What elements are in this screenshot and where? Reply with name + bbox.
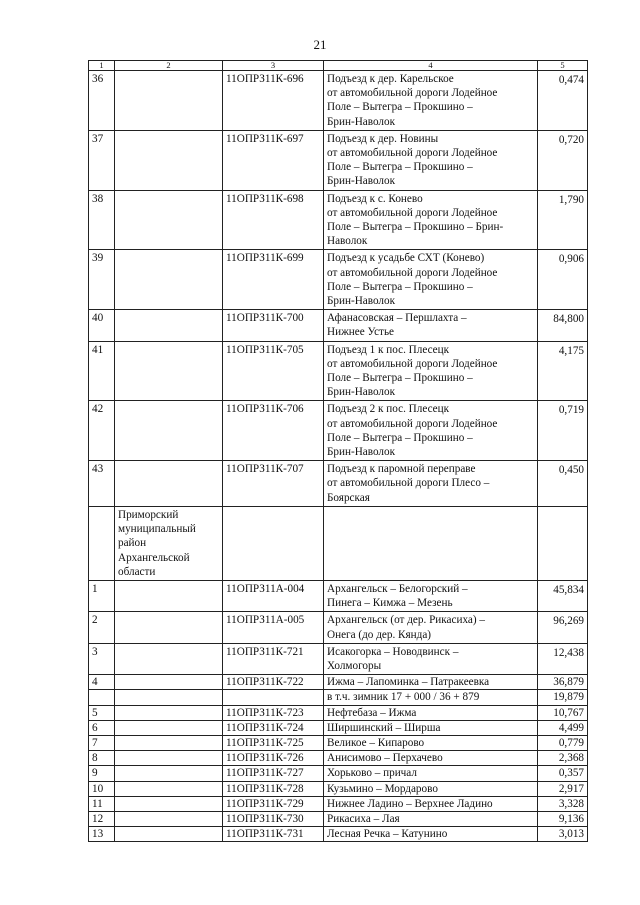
row-road-code: 11ОПРЗ11К-699 xyxy=(223,250,324,310)
row-road-code: 11ОПРЗ11К-730 xyxy=(223,811,324,826)
row-road-name xyxy=(324,506,538,580)
table-row xyxy=(89,690,588,705)
row-length: 0,720 xyxy=(538,130,588,190)
row-number: 43 xyxy=(89,461,115,507)
row-region xyxy=(115,612,223,643)
row-road-code: 11ОПРЗ11К-724 xyxy=(223,720,324,735)
row-road-name: Рикасиха – Лая xyxy=(324,811,538,826)
row-road-name: Архангельск – Белогорский – Пинега – Кимжа – Мезень xyxy=(324,580,538,611)
row-road-name: Подъезд к дер. Новины от автомобильной дороги Лодейное Поле – Вытегра – Прокшино – Брин-Наволок xyxy=(324,130,538,190)
row-road-code: 11ОПРЗ11К-696 xyxy=(223,71,324,131)
row-road-code: 11ОПРЗ11К-706 xyxy=(223,401,324,461)
row-length: 96,269 xyxy=(538,612,588,643)
row-length: 84,800 xyxy=(538,310,588,341)
header-col-1: 1 xyxy=(89,61,115,71)
row-road-name: Подъезд к паромной переправе от автомобильной дороги Плесо – Боярская xyxy=(324,461,538,507)
row-length: 0,779 xyxy=(538,735,588,750)
table-row xyxy=(89,401,588,461)
table-row xyxy=(89,190,588,250)
row-length: 19,879 xyxy=(538,690,588,705)
row-number xyxy=(89,690,115,705)
row-road-name: Кузьмино – Мордарово xyxy=(324,781,538,796)
row-number: 38 xyxy=(89,190,115,250)
row-region xyxy=(115,190,223,250)
row-road-code: 11ОПРЗ11К-698 xyxy=(223,190,324,250)
header-col-4: 4 xyxy=(324,61,538,71)
row-number: 41 xyxy=(89,341,115,401)
row-region xyxy=(115,461,223,507)
row-region xyxy=(115,690,223,705)
row-length: 12,438 xyxy=(538,643,588,674)
table-row xyxy=(89,796,588,811)
row-length: 0,357 xyxy=(538,766,588,781)
table-row xyxy=(89,506,588,580)
row-length: 3,013 xyxy=(538,827,588,842)
row-region xyxy=(115,675,223,690)
row-number: 3 xyxy=(89,643,115,674)
row-number: 9 xyxy=(89,766,115,781)
row-region xyxy=(115,341,223,401)
roads-table xyxy=(88,60,588,842)
row-length: 10,767 xyxy=(538,705,588,720)
row-number xyxy=(89,506,115,580)
row-region xyxy=(115,720,223,735)
header-col-5: 5 xyxy=(538,61,588,71)
table-row xyxy=(89,461,588,507)
row-length: 0,719 xyxy=(538,401,588,461)
row-region xyxy=(115,401,223,461)
row-road-name: Ширшинский – Ширша xyxy=(324,720,538,735)
row-road-name: Хорьково – причал xyxy=(324,766,538,781)
row-road-code: 11ОПРЗ11К-705 xyxy=(223,341,324,401)
table-row xyxy=(89,310,588,341)
table-row xyxy=(89,341,588,401)
row-number: 7 xyxy=(89,735,115,750)
row-length: 0,450 xyxy=(538,461,588,507)
row-region: Приморский муниципальный район Архангельской области xyxy=(115,506,223,580)
header-col-2: 2 xyxy=(115,61,223,71)
row-number: 36 xyxy=(89,71,115,131)
row-length: 2,917 xyxy=(538,781,588,796)
row-length: 3,328 xyxy=(538,796,588,811)
row-road-name: Подъезд к с. Конево от автомобильной дороги Лодейное Поле – Вытегра – Прокшино – Брин- Наволок xyxy=(324,190,538,250)
table-row xyxy=(89,827,588,842)
table-row xyxy=(89,71,588,131)
row-length: 4,499 xyxy=(538,720,588,735)
row-number: 8 xyxy=(89,751,115,766)
row-road-name: Нижнее Ладино – Верхнее Ладино xyxy=(324,796,538,811)
row-road-name: Великое – Кипарово xyxy=(324,735,538,750)
row-road-code: 11ОПРЗ11К-721 xyxy=(223,643,324,674)
row-road-code: 11ОПРЗ11А-005 xyxy=(223,612,324,643)
row-number: 37 xyxy=(89,130,115,190)
row-road-name: Анисимово – Перхачево xyxy=(324,751,538,766)
row-road-code xyxy=(223,506,324,580)
table-row xyxy=(89,643,588,674)
table-row xyxy=(89,675,588,690)
row-region xyxy=(115,643,223,674)
row-length: 2,368 xyxy=(538,751,588,766)
table-row xyxy=(89,811,588,826)
row-road-name: Исакогорка – Новодвинск – Холмогоры xyxy=(324,643,538,674)
row-road-name: Ижма – Лапоминка – Патракеевка xyxy=(324,675,538,690)
row-road-code: 11ОПРЗ11А-004 xyxy=(223,580,324,611)
row-region xyxy=(115,705,223,720)
row-region xyxy=(115,310,223,341)
row-length: 1,790 xyxy=(538,190,588,250)
row-road-code: 11ОПРЗ11К-731 xyxy=(223,827,324,842)
row-region xyxy=(115,250,223,310)
row-road-name: в т.ч. зимник 17 + 000 / 36 + 879 xyxy=(324,690,538,705)
row-number: 39 xyxy=(89,250,115,310)
row-region xyxy=(115,71,223,131)
table-row xyxy=(89,612,588,643)
row-number: 10 xyxy=(89,781,115,796)
row-road-name: Подъезд к усадьбе СХТ (Конево) от автомобильной дороги Лодейное Поле – Вытегра – Прокшино – Брин-Наволок xyxy=(324,250,538,310)
page-number: 21 xyxy=(313,37,327,52)
row-number: 42 xyxy=(89,401,115,461)
row-region xyxy=(115,766,223,781)
table-row xyxy=(89,781,588,796)
row-road-code: 11ОПРЗ11К-725 xyxy=(223,735,324,750)
row-number: 13 xyxy=(89,827,115,842)
row-road-code xyxy=(223,690,324,705)
row-length: 36,879 xyxy=(538,675,588,690)
header-col-3: 3 xyxy=(223,61,324,71)
table-row xyxy=(89,720,588,735)
row-road-code: 11ОПРЗ11К-727 xyxy=(223,766,324,781)
row-number: 1 xyxy=(89,580,115,611)
row-road-code: 11ОПРЗ11К-729 xyxy=(223,796,324,811)
row-region xyxy=(115,796,223,811)
row-length: 45,834 xyxy=(538,580,588,611)
table-row xyxy=(89,250,588,310)
row-length: 9,136 xyxy=(538,811,588,826)
table-row xyxy=(89,751,588,766)
row-region xyxy=(115,130,223,190)
table-row xyxy=(89,735,588,750)
row-road-code: 11ОПРЗ11К-722 xyxy=(223,675,324,690)
row-road-name: Архангельск (от дер. Рикасиха) – Онега (до дер. Кянда) xyxy=(324,612,538,643)
row-road-code: 11ОПРЗ11К-723 xyxy=(223,705,324,720)
row-road-name: Подъезд к дер. Карельское от автомобильной дороги Лодейное Поле – Вытегра – Прокшино – Брин-Наволок xyxy=(324,71,538,131)
row-length: 0,906 xyxy=(538,250,588,310)
row-road-code: 11ОПРЗ11К-697 xyxy=(223,130,324,190)
row-number: 4 xyxy=(89,675,115,690)
row-road-name: Подъезд 1 к пос. Плесецк от автомобильной дороги Лодейное Поле – Вытегра – Прокшино – Брин-Наволок xyxy=(324,341,538,401)
row-road-code: 11ОПРЗ11К-707 xyxy=(223,461,324,507)
row-number: 6 xyxy=(89,720,115,735)
row-road-name: Подъезд 2 к пос. Плесецк от автомобильной дороги Лодейное Поле – Вытегра – Прокшино – Брин-Наволок xyxy=(324,401,538,461)
table-row xyxy=(89,705,588,720)
table-header-row xyxy=(89,61,588,71)
row-number: 12 xyxy=(89,811,115,826)
row-region xyxy=(115,751,223,766)
row-length xyxy=(538,506,588,580)
table-row xyxy=(89,130,588,190)
row-number: 2 xyxy=(89,612,115,643)
table-row xyxy=(89,766,588,781)
row-length: 4,175 xyxy=(538,341,588,401)
row-number: 5 xyxy=(89,705,115,720)
row-number: 11 xyxy=(89,796,115,811)
row-region xyxy=(115,811,223,826)
row-region xyxy=(115,580,223,611)
row-region xyxy=(115,827,223,842)
row-number: 40 xyxy=(89,310,115,341)
row-region xyxy=(115,735,223,750)
row-length: 0,474 xyxy=(538,71,588,131)
row-road-name: Нефтебаза – Ижма xyxy=(324,705,538,720)
row-road-code: 11ОПРЗ11К-728 xyxy=(223,781,324,796)
row-road-code: 11ОПРЗ11К-726 xyxy=(223,751,324,766)
row-road-name: Лесная Речка – Катунино xyxy=(324,827,538,842)
row-region xyxy=(115,781,223,796)
table-row xyxy=(89,580,588,611)
row-road-name: Афанасовская – Першлахта – Нижнее Устье xyxy=(324,310,538,341)
row-road-code: 11ОПРЗ11К-700 xyxy=(223,310,324,341)
